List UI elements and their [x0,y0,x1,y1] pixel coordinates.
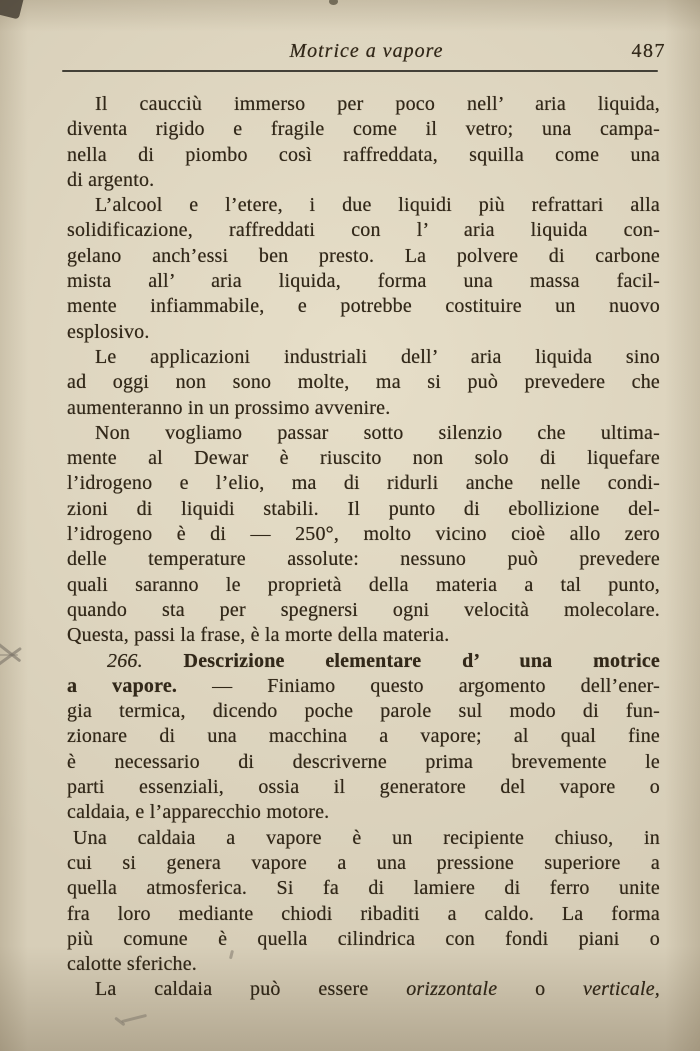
section-title-continued: a vapore. [67,674,213,697]
italic-term: orizzontale [406,978,498,1001]
scan-corner-shadow [0,0,25,19]
paragraph [67,826,660,978]
text-line: più comune è quella cilindrica con fondi piani o [67,927,660,950]
text-line: calotte sferiche. [67,953,197,976]
text-line: mente al Dewar è riuscito non solo di liquefare [67,447,660,470]
text-line: mente infiammabile, e potrebbe costituire un nuovo [67,295,660,318]
text-line: quali saranno le proprietà della materia a tal punto, [67,573,660,596]
section-heading-line [67,674,660,699]
text-line: cui si genera vapore a una pressione superiore a [67,851,660,874]
text-line: di argento. [67,168,155,191]
text-line: parti essenziali, ossia il generatore del vapore o [67,776,660,799]
page-header [67,40,666,66]
paragraph-section-266 [67,649,660,826]
text-line: zionare di una macchina a vapore; al qual fine [67,725,660,748]
text-line: caldaia, e l’apparecchio motore. [67,801,330,824]
text-line: aumenteranno in un prossimo avvenire. [67,396,391,419]
text-line: diventa rigido e fragile come il vetro; una campa- [67,118,660,141]
text-line: Una caldaia a vapore è un recipiente chiuso, in [73,826,660,849]
text-segment: o [497,978,584,1001]
text-line: zioni di liquidi stabili. Il punto di ebollizione del- [67,497,660,520]
text-line: solidificazione, raffreddati con l’ aria liquida con- [67,219,660,242]
text-line [67,977,660,1002]
paragraph [67,92,660,193]
text-line: Le applicazioni industriali dell’ aria liquida sino [95,345,660,368]
text-line: Non vogliamo passar sotto silenzio che ultima- [95,421,660,444]
text-line: gelano anch’essi ben presto. La polvere di carbone [67,244,660,267]
text-line: gia termica, dicendo poche parole sul modo di fun- [67,700,660,723]
pencil-tick-mark [121,1014,147,1023]
text-line: nella di piombo così raffreddata, squilla come una [67,143,660,166]
text-line: l’idrogeno e l’elio, ma di ridurli anche nelle condi- [67,472,660,495]
paragraph [67,421,660,649]
text-line: fra loro mediante chiodi ribaditi a caldo. La forma [67,902,660,925]
text-line: esplosivo. [67,320,150,343]
text-line: l’idrogeno è di — 250°, molto vicino cioè allo zero [67,523,660,546]
text-line: delle temperature assolute: nessuno può prevedere [67,548,660,571]
paragraph [67,345,660,421]
section-title: Descrizione elementare d’ una motrice [183,649,661,672]
text-line: ad oggi non sono molte, ma si può prevedere che [67,371,660,394]
text-line: mista all’ aria liquida, forma una massa facil- [67,270,660,293]
text-segment: La caldaia può essere [95,978,407,1001]
text-line: L’alcool e l’etere, i due liquidi più refrattari alla [95,194,660,217]
paragraph [67,977,660,1002]
text-segment: — Finiamo questo argomento dell’ener- [212,674,661,697]
header-rule [62,70,658,72]
page-number: 487 [631,40,666,62]
text-line: è necessario di descriverne prima brevemente le [67,750,660,773]
running-title: Motrice a vapore [289,40,444,62]
section-heading-line [67,649,660,674]
pencil-x-mark [0,654,18,656]
text-line: quella atmosferica. Si fa di lamiere di ferro unite [67,877,660,900]
text-line: quando sta per spegnersi ogni velocità molecolare. [67,598,660,621]
scan-speck [329,0,338,5]
text-line: Il caucciù immerso per poco nell’ aria liquida, [95,93,660,115]
section-number: 266. [107,649,184,672]
italic-term: verticale, [583,978,660,1001]
text-line: Questa, passi la frase, è la morte della materia. [67,624,450,647]
paragraph [67,193,660,345]
page-body [67,92,660,1003]
